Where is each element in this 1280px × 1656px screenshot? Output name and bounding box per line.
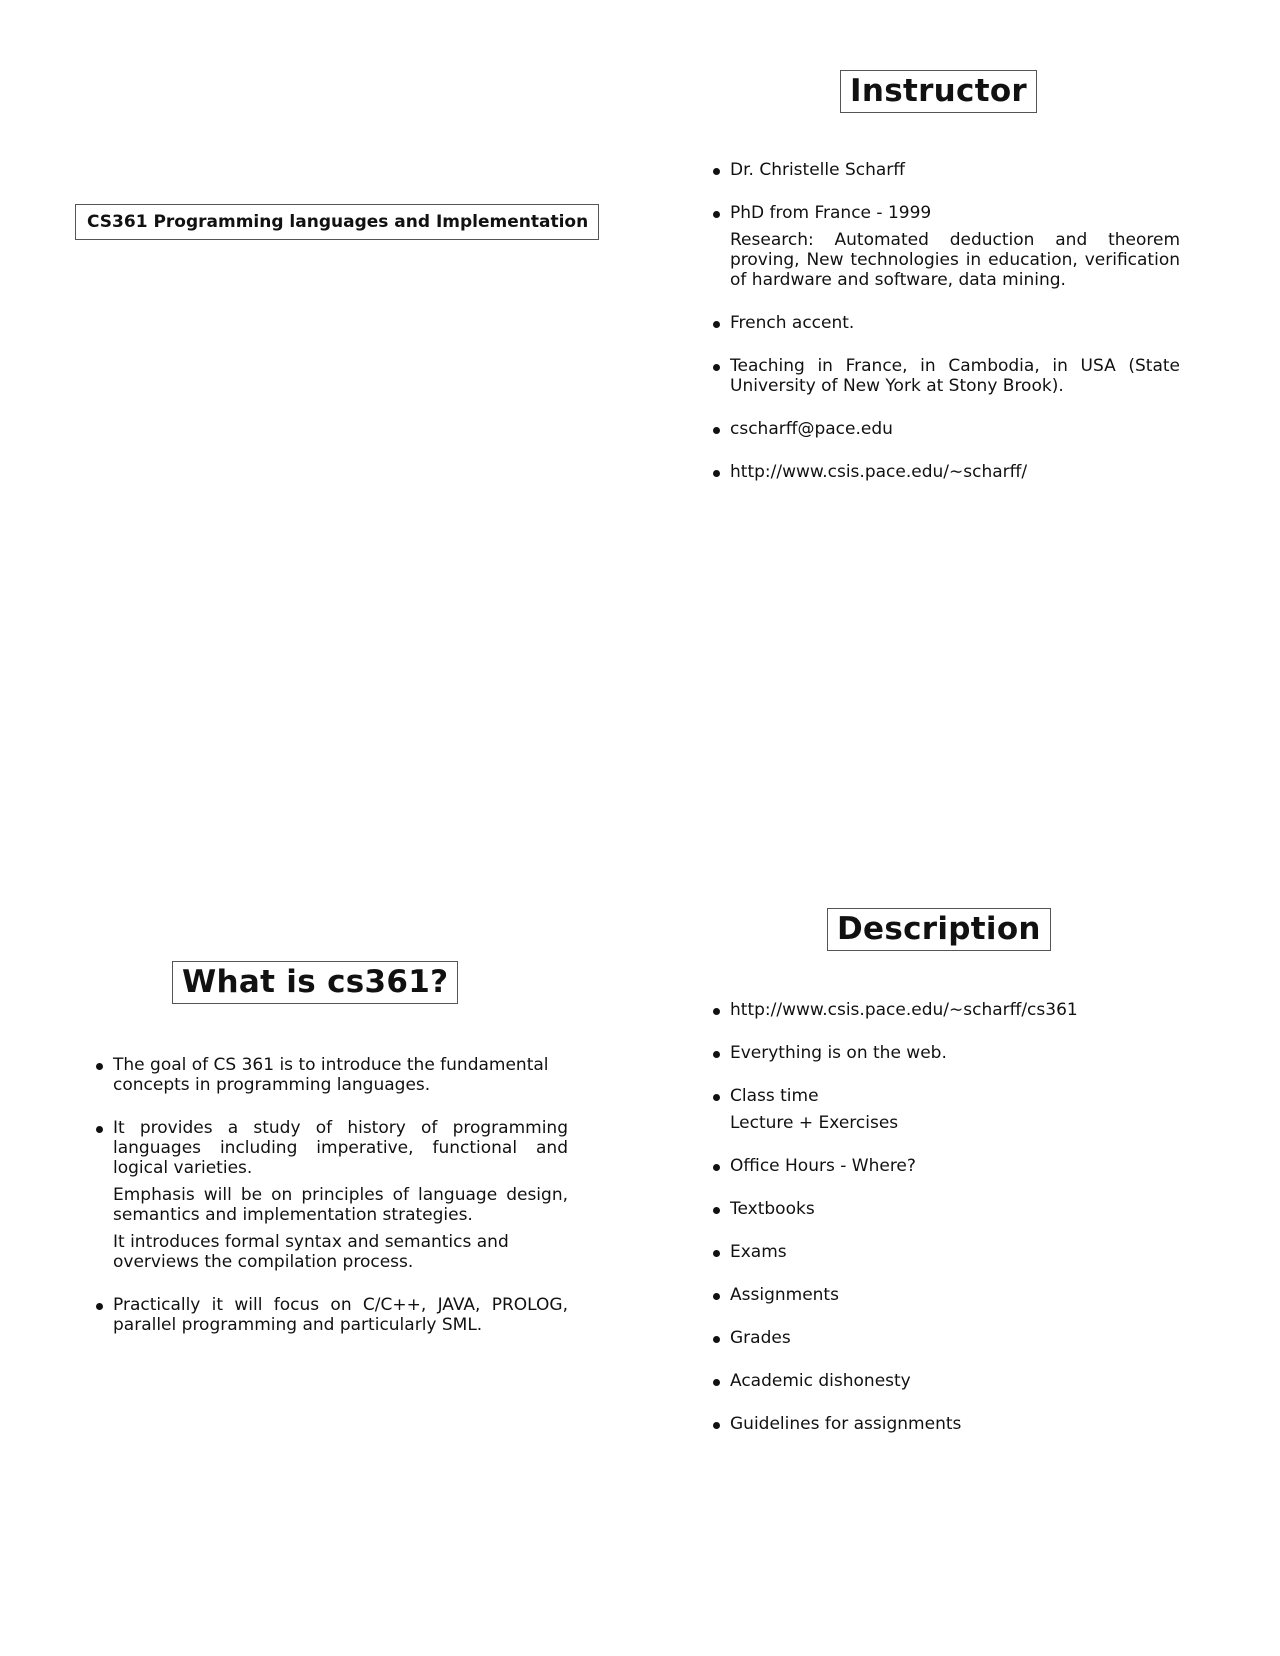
course-url: http://www.csis.pace.edu/∼scharff/cs361 — [730, 1000, 1078, 1020]
list-item-text: Grades — [730, 1328, 791, 1348]
list-item — [710, 1086, 1190, 1133]
list-item — [710, 356, 1180, 396]
list-item-text: Office Hours - Where? — [730, 1156, 916, 1176]
list-item-text: Academic dishonesty — [730, 1371, 911, 1391]
list-item-text: Textbooks — [730, 1199, 815, 1219]
list-item-text: Assignments — [730, 1285, 839, 1305]
list-item-text: PhD from France - 1999 — [730, 203, 932, 223]
list-item — [710, 203, 1180, 290]
description-list — [710, 1000, 1190, 1434]
list-item-text: Class time — [730, 1086, 819, 1106]
list-item-text: Guidelines for assignments — [730, 1414, 962, 1434]
list-item-subtext: It introduces formal syntax and semantics and overviews the compilation process. — [113, 1232, 509, 1272]
list-item-text: Teaching in France, in Cambodia, in USA (State University of New York at Stony Brook). — [730, 356, 1180, 396]
list-item — [710, 313, 1180, 333]
list-item — [710, 1371, 1190, 1391]
list-item — [710, 1199, 1190, 1219]
course-title: CS361 Programming languages and Implementation — [75, 204, 599, 240]
homepage-url: http://www.csis.pace.edu/∼scharff/ — [730, 462, 1028, 482]
list-item — [710, 1000, 1190, 1020]
list-item — [710, 1043, 1190, 1063]
list-item — [93, 1295, 598, 1335]
instructor-list — [710, 160, 1180, 482]
list-item-subtext: Lecture + Exercises — [730, 1113, 899, 1133]
list-item-text: It provides a study of history of programming languages including imperative, functional and logical varieties. — [113, 1118, 568, 1178]
list-item-text: The goal of CS 361 is to introduce the fundamental concepts in programming languages. — [113, 1055, 549, 1095]
list-item-text: Dr. Christelle Scharff — [730, 160, 906, 180]
list-item — [710, 462, 1180, 482]
list-item-subtext: Emphasis will be on principles of language design, semantics and implementation strategies. — [113, 1185, 568, 1225]
list-item-text: French accent. — [730, 313, 855, 333]
email-text: cscharff@pace.edu — [730, 419, 893, 439]
list-item-subtext: Research: Automated deduction and theorem proving, New technologies in education, verification of hardware and software, data mining. — [730, 230, 1180, 290]
description-title: Description — [827, 908, 1051, 951]
list-item-text: Practically it will focus on C/C++, JAVA, PROLOG, parallel programming and particularly SML. — [113, 1295, 568, 1335]
list-item — [710, 1242, 1190, 1262]
list-item — [710, 419, 1180, 439]
list-item-text: Exams — [730, 1242, 787, 1262]
list-item — [710, 1285, 1190, 1305]
list-item-text: Everything is on the web. — [730, 1043, 947, 1063]
list-item — [93, 1055, 598, 1095]
instructor-title: Instructor — [840, 70, 1037, 113]
what-is-list — [93, 1055, 598, 1335]
list-item — [710, 1414, 1190, 1434]
list-item — [710, 1156, 1190, 1176]
what-is-title: What is cs361? — [172, 961, 458, 1004]
list-item — [710, 160, 1180, 180]
list-item — [710, 1328, 1190, 1348]
list-item — [93, 1118, 598, 1272]
